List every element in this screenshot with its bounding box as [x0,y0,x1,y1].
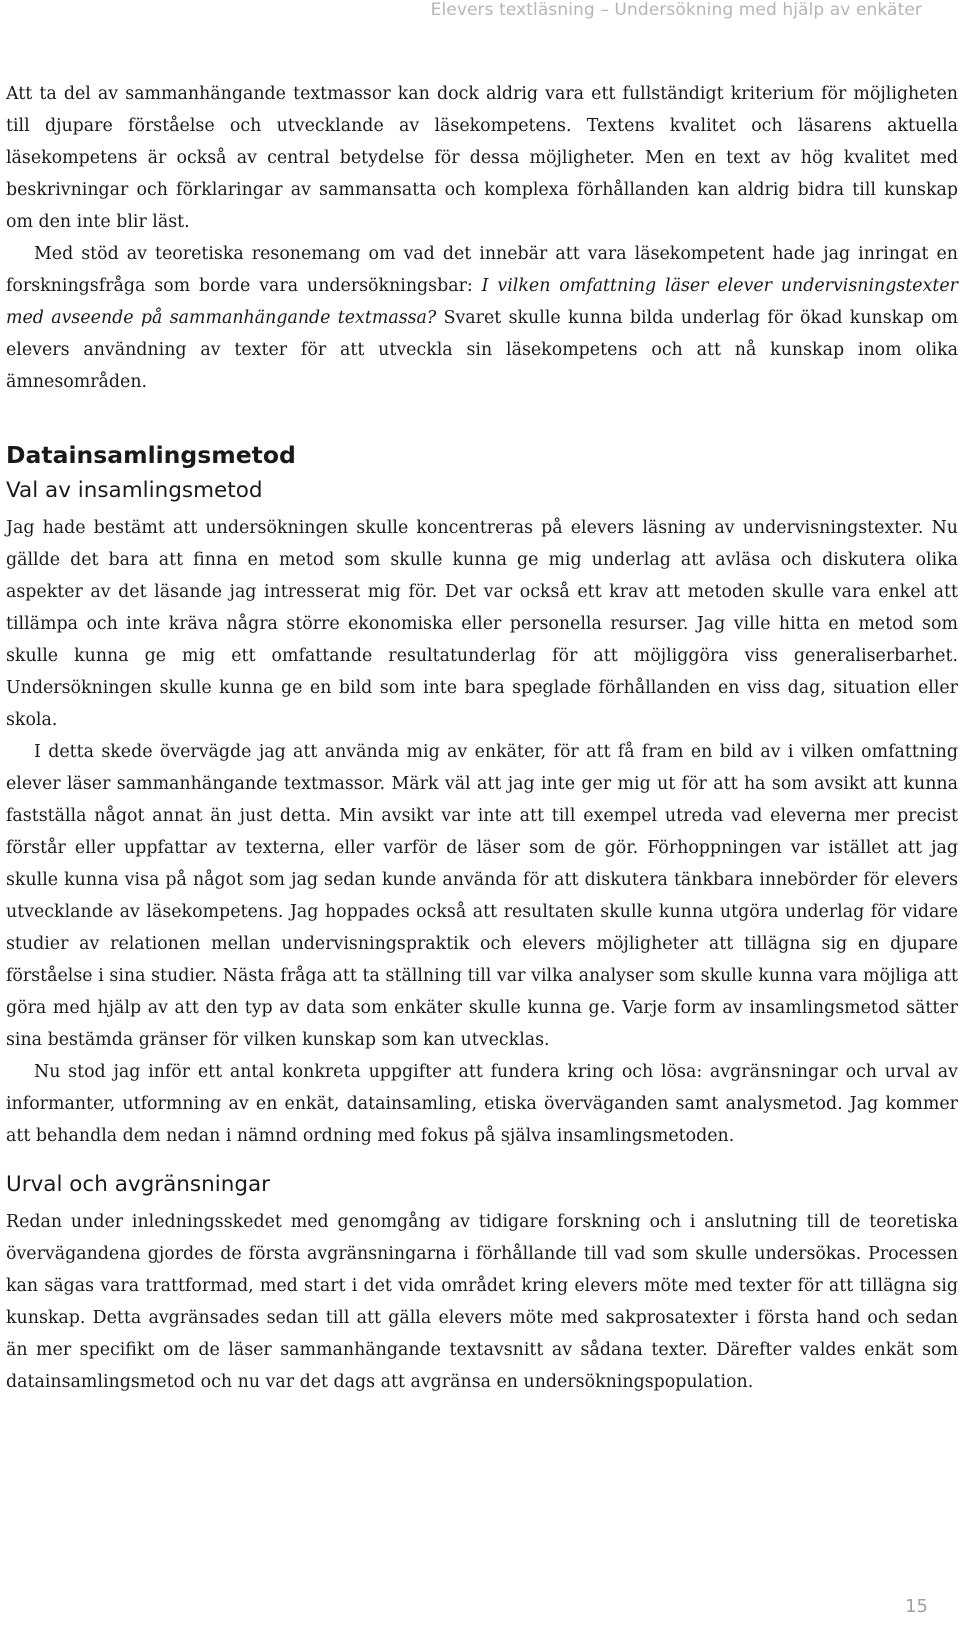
intro-p2-start: Med stöd av teoretiska resonemang om vad det innebär att vara läsekompetent hade jag inringat en forskningsfråga som borde vara undersökningsbar: [6,244,958,296]
intro-paragraph-1: Att ta del av sammanhängande textmassor kan dock aldrig vara ett fullständigt kriterium för möjligheten till djupare förståelse och utvecklande av läsekompetens. Textens kvalitet och läsarens aktuella läsekompetens är också av central betydelse för dessa möjligheter. Men en text av hög kvalitet med beskrivningar och förklaringar av sammansatta och komplexa förhållanden kan aldrig bidra till kunskap om den inte blir läst. [6,84,958,232]
running-header: Elevers textläsning – Undersökning med hjälp av enkäter [430,0,922,20]
subsection-heading-val: Val av insamlingsmetod [6,478,263,503]
page-number: 15 [905,1596,928,1617]
intro-paragraph-2 [6,238,958,398]
val-paragraph-2: I detta skede övervägde jag att använda mig av enkäter, för att få fram en bild av i vilken omfattning elever läser sammanhängande textmassor. Märk väl att jag inte ger mig ut för att ha som avsikt att kunna fastställa något annat än just detta. Min avsikt var inte att till exempel utreda vad eleverna mer precist förstår eller uppfattar av texterna, eller varför de läser som de gör. Förhoppningen var istället att jag skulle kunna visa på något som jag sedan kunde använda för att diskutera tänkbara innebörder för elevers utvecklande av läsekompetens. Jag hoppades också att resultaten skulle kunna utgöra underlag för vidare studier av relationen mellan undervisningspraktik och elevers möjligheter att tillägna sig en djupare förståelse i sina studier. Nästa fråga att ta ställning till var vilka analyser som skulle kunna vara möjliga att göra med hjälp av att den typ av data som enkäter skulle kunna ge. Varje form av insamlingsmetod sätter sina bestämda gränser för vilken kunskap som kan utvecklas. [6,742,958,1050]
intro-p2-end: Svaret skulle kunna bilda underlag för ökad kunskap om elevers användning av texter för att utveckla sin läsekompetens och att nå kunskap inom olika ämnesområden. [6,308,958,392]
document-body [6,78,958,1398]
val-paragraph-3: Nu stod jag inför ett antal konkreta uppgifter att fundera kring och lösa: avgränsningar och urval av informanter, utformning av en enkät, datainsamling, etiska överväganden samt analysmetod. Jag kommer att behandla dem nedan i nämnd ordning med fokus på själva insamlingsmetoden. [6,1062,958,1146]
subsection-heading-urval: Urval och avgränsningar [6,1172,270,1197]
research-question: I vilken omfattning läser elever undervisningstexter med avseende på sammanhängande textmassa? [6,276,958,328]
section-heading: Datainsamlingsmetod [6,441,296,469]
val-paragraph-1: Jag hade bestämt att undersökningen skulle koncentreras på elevers läsning av undervisningstexter. Nu gällde det bara att finna en metod som skulle kunna ge mig underlag att avläsa och diskutera olika aspekter av det läsande jag intresserat mig för. Det var också ett krav att metoden skulle vara enkel att tillämpa och inte kräva några större ekonomiska eller personella resurser. Jag ville hitta en metod som skulle kunna ge mig ett omfattande resultatunderlag för att möjliggöra viss generaliserbarhet. Undersökningen skulle kunna ge en bild som inte bara speglade förhållanden en viss dag, situation eller skola. [6,518,958,730]
urval-paragraph-1: Redan under inledningsskedet med genomgång av tidigare forskning och i anslutning till de teoretiska övervägandena gjordes de första avgränsningarna i förhållande till vad som skulle undersökas. Processen kan sägas vara trattformad, med start i det vida området kring elevers möte med texter för att tillägna sig kunskap. Detta avgränsades sedan till att gälla elevers möte med sakprosatexter i första hand och sedan än mer specifikt om de läser sammanhängande textavsnitt av sådana texter. Därefter valdes enkät som datainsamlingsmetod och nu var det dags att avgränsa en undersökningspopulation. [6,1212,958,1392]
